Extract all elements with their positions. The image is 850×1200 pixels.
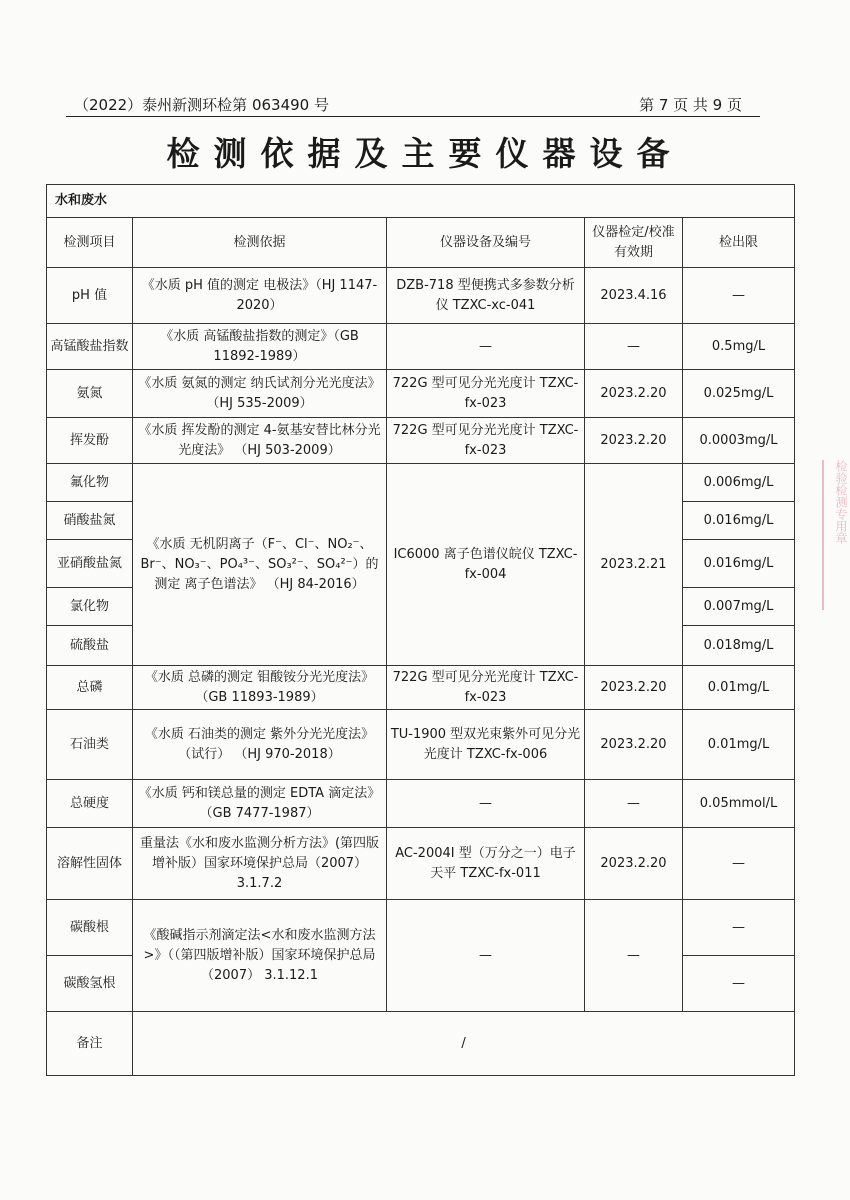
limit-cell: — xyxy=(683,828,795,900)
limit-cell: 0.018mg/L xyxy=(683,626,795,666)
page-info: 第 7 页 共 9 页 xyxy=(639,96,742,114)
limit-cell: 0.016mg/L xyxy=(683,540,795,588)
limit-cell: — xyxy=(683,268,795,324)
limit-cell: 0.0003mg/L xyxy=(683,418,795,464)
item-cell: 总磷 xyxy=(47,666,133,710)
instrument-cell: 722G 型可见分光光度计 TZXC-fx-023 xyxy=(387,370,585,418)
remarks-row xyxy=(47,1012,795,1076)
basis-cell: 重量法《水和废水监测分析方法》(第四版增补版）国家环境保护总局（2007）3.1.7.2 xyxy=(133,828,387,900)
item-cell: 挥发酚 xyxy=(47,418,133,464)
basis-cell: 《水质 石油类的测定 紫外分光光度法》 （试行） （HJ 970-2018） xyxy=(133,710,387,780)
date-cell: 2023.4.16 xyxy=(585,268,683,324)
side-stamp: 检验检测专用章 xyxy=(822,460,850,610)
limit-cell: 0.006mg/L xyxy=(683,464,795,502)
basis-cell: 《水质 氨氮的测定 纳氏试剂分光光度法》 （HJ 535-2009） xyxy=(133,370,387,418)
table-row xyxy=(47,370,795,418)
table-row xyxy=(47,780,795,828)
limit-cell: 0.05mmol/L xyxy=(683,780,795,828)
section-title: 水和废水 xyxy=(47,185,795,218)
item-cell: 碳酸氢根 xyxy=(47,956,133,1012)
col-header-date: 仪器检定/校准有效期 xyxy=(585,218,683,268)
item-cell: 亚硝酸盐氮 xyxy=(47,540,133,588)
table-row xyxy=(47,666,795,710)
item-cell: 氯化物 xyxy=(47,588,133,626)
col-header-instrument: 仪器设备及编号 xyxy=(387,218,585,268)
limit-cell: — xyxy=(683,900,795,956)
table-row xyxy=(47,418,795,464)
report-number: （2022）泰州新测环检第 063490 号 xyxy=(74,96,329,114)
basis-cell: 《水质 pH 值的测定 电极法》（HJ 1147-2020） xyxy=(133,268,387,324)
table-row xyxy=(47,268,795,324)
col-header-limit: 检出限 xyxy=(683,218,795,268)
item-cell: 碳酸根 xyxy=(47,900,133,956)
instrument-cell: — xyxy=(387,900,585,1012)
basis-cell: 《水质 总磷的测定 钼酸铵分光光度法》 （GB 11893-1989） xyxy=(133,666,387,710)
date-cell: — xyxy=(585,324,683,370)
item-cell: 石油类 xyxy=(47,710,133,780)
limit-cell: 0.016mg/L xyxy=(683,502,795,540)
table-row xyxy=(47,324,795,370)
testing-basis-table xyxy=(46,184,795,1076)
date-cell: 2023.2.20 xyxy=(585,418,683,464)
basis-cell: 《水质 挥发酚的测定 4-氨基安替比林分光光度法》 （HJ 503-2009） xyxy=(133,418,387,464)
date-cell: 2023.2.20 xyxy=(585,828,683,900)
basis-cell: 《水质 无机阴离子（F⁻、Cl⁻、NO₂⁻、Br⁻、NO₃⁻、PO₄³⁻、SO₃²⁻、SO₄²⁻）的测定 离子色谱法》 （HJ 84-2016） xyxy=(133,464,387,666)
page-title: 检测依据及主要仪器设备 xyxy=(166,134,684,173)
table-row xyxy=(47,900,795,956)
table-row xyxy=(47,464,795,502)
limit-cell: 0.025mg/L xyxy=(683,370,795,418)
limit-cell: 0.007mg/L xyxy=(683,588,795,626)
instrument-cell: DZB-718 型便携式多参数分析仪 TZXC-xc-041 xyxy=(387,268,585,324)
instrument-cell: — xyxy=(387,780,585,828)
date-cell: 2023.2.20 xyxy=(585,370,683,418)
instrument-cell: — xyxy=(387,324,585,370)
item-cell: 高锰酸盐指数 xyxy=(47,324,133,370)
table-row xyxy=(47,710,795,780)
limit-cell: — xyxy=(683,956,795,1012)
col-header-basis: 检测依据 xyxy=(133,218,387,268)
col-header-item: 检测项目 xyxy=(47,218,133,268)
instrument-cell: 722G 型可见分光光度计 TZXC-fx-023 xyxy=(387,666,585,710)
remarks-value: / xyxy=(133,1012,795,1076)
item-cell: pH 值 xyxy=(47,268,133,324)
date-cell: 2023.2.20 xyxy=(585,666,683,710)
limit-cell: 0.5mg/L xyxy=(683,324,795,370)
item-cell: 氟化物 xyxy=(47,464,133,502)
instrument-cell: TU-1900 型双光束紫外可见分光光度计 TZXC-fx-006 xyxy=(387,710,585,780)
report-header xyxy=(66,94,760,117)
basis-cell: 《酸碱指示剂滴定法<水和废水监测方法>》（（第四版增补版）国家环境保护总局（2007） 3.1.12.1 xyxy=(133,900,387,1012)
item-cell: 溶解性固体 xyxy=(47,828,133,900)
item-cell: 氨氮 xyxy=(47,370,133,418)
item-cell: 硫酸盐 xyxy=(47,626,133,666)
basis-cell: 《水质 高锰酸盐指数的测定》（GB 11892-1989） xyxy=(133,324,387,370)
remarks-label: 备注 xyxy=(47,1012,133,1076)
instrument-cell: AC-2004I 型（万分之一）电子天平 TZXC-fx-011 xyxy=(387,828,585,900)
limit-cell: 0.01mg/L xyxy=(683,666,795,710)
table-row xyxy=(47,828,795,900)
instrument-cell: 722G 型可见分光光度计 TZXC-fx-023 xyxy=(387,418,585,464)
date-cell: — xyxy=(585,780,683,828)
date-cell: — xyxy=(585,900,683,1012)
header-row xyxy=(47,218,795,268)
instrument-cell: IC6000 离子色谱仪皖仪 TZXC-fx-004 xyxy=(387,464,585,666)
item-cell: 硝酸盐氮 xyxy=(47,502,133,540)
limit-cell: 0.01mg/L xyxy=(683,710,795,780)
date-cell: 2023.2.20 xyxy=(585,710,683,780)
item-cell: 总硬度 xyxy=(47,780,133,828)
date-cell: 2023.2.21 xyxy=(585,464,683,666)
basis-cell: 《水质 钙和镁总量的测定 EDTA 滴定法》 （GB 7477-1987） xyxy=(133,780,387,828)
